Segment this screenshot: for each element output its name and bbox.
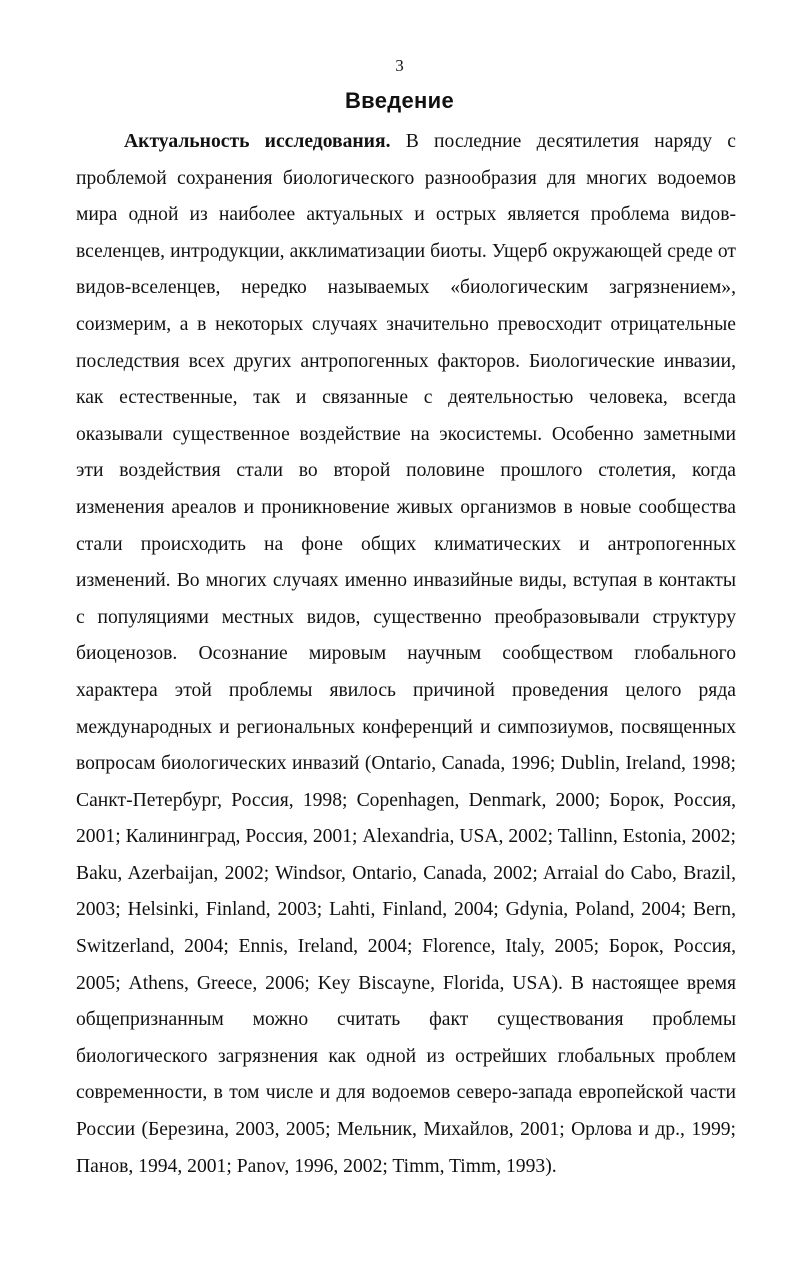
page-title: Введение [344, 88, 454, 113]
page-number: 3 [395, 56, 404, 75]
body-paragraph [76, 124, 736, 1185]
paragraph-lead: Актуальность исследования. [124, 131, 391, 152]
paragraph-text: В последние десятилетия наряду с проблемой сохранения биологического разнообразия для многих водоемов мира одной из наиболее актуальных и острых является проблема видов-вселенцев, интродукции, акклиматизации биоты. Ущерб окружающей среде от видов-вселенцев, нередко называемых «биологическим загрязнением», соизмерим, а в некоторых случаях значительно превосходит отрицательные последствия всех других антропогенных факторов. Биологические инвазии, как естественные, так и связанные с деятельностью человека, всегда оказывали существенное воздействие на экосистемы. Особенно заметными эти воздействия стали во второй половине прошлого столетия, когда изменения ареалов и проникновение живых организмов в новые сообщества стали происходить на фоне общих климатических и антропогенных изменений. Во многих случаях именно инвазийные виды, вступая в контакты с популяциями местных видов, существенно преобразовывали структуру биоценозов. Осознание мировым научным сообществом глобального характера этой проблемы явилось причиной проведения целого ряда международных и региональных конференций и симпозиумов, посвященных вопросам биологических инвазий (Ontario, Canada, 1996; Dublin, Ireland, 1998; Санкт-Петербург, Россия, 1998; Copenhagen, Denmark, 2000; Борок, Россия, 2001; Калининград, Россия, 2001; Alexandria, USA, 2002; Tallinn, Estonia, 2002; Baku, Azerbaijan, 2002; Windsor, Ontario, Canada, 2002; Arraial do Cabo, Brazil, 2003; Helsinki, Finland, 2003; Lahti, Finland, 2004; Gdynia, Poland, 2004; Bern, Switzerland, 2004; Ennis, Ireland, 2004; Florence, Italy, 2005; Борок, Россия, 2005; Athens, Greece, 2006; Key Biscayne, Florida, USA). В настоящее время общепризнанным можно считать факт существования проблемы биологического загрязнения как одной из острейших глобальных проблем современности, в том числе и для водоемов северо-запада европейской части России (Березина, 2003, 2005; Мельник, Михайлов, 2001; Орлова и др., 1999; Панов, 1994, 2001; Panov, 1996, 2002; Timm, Timm, 1993). [76, 131, 736, 1177]
